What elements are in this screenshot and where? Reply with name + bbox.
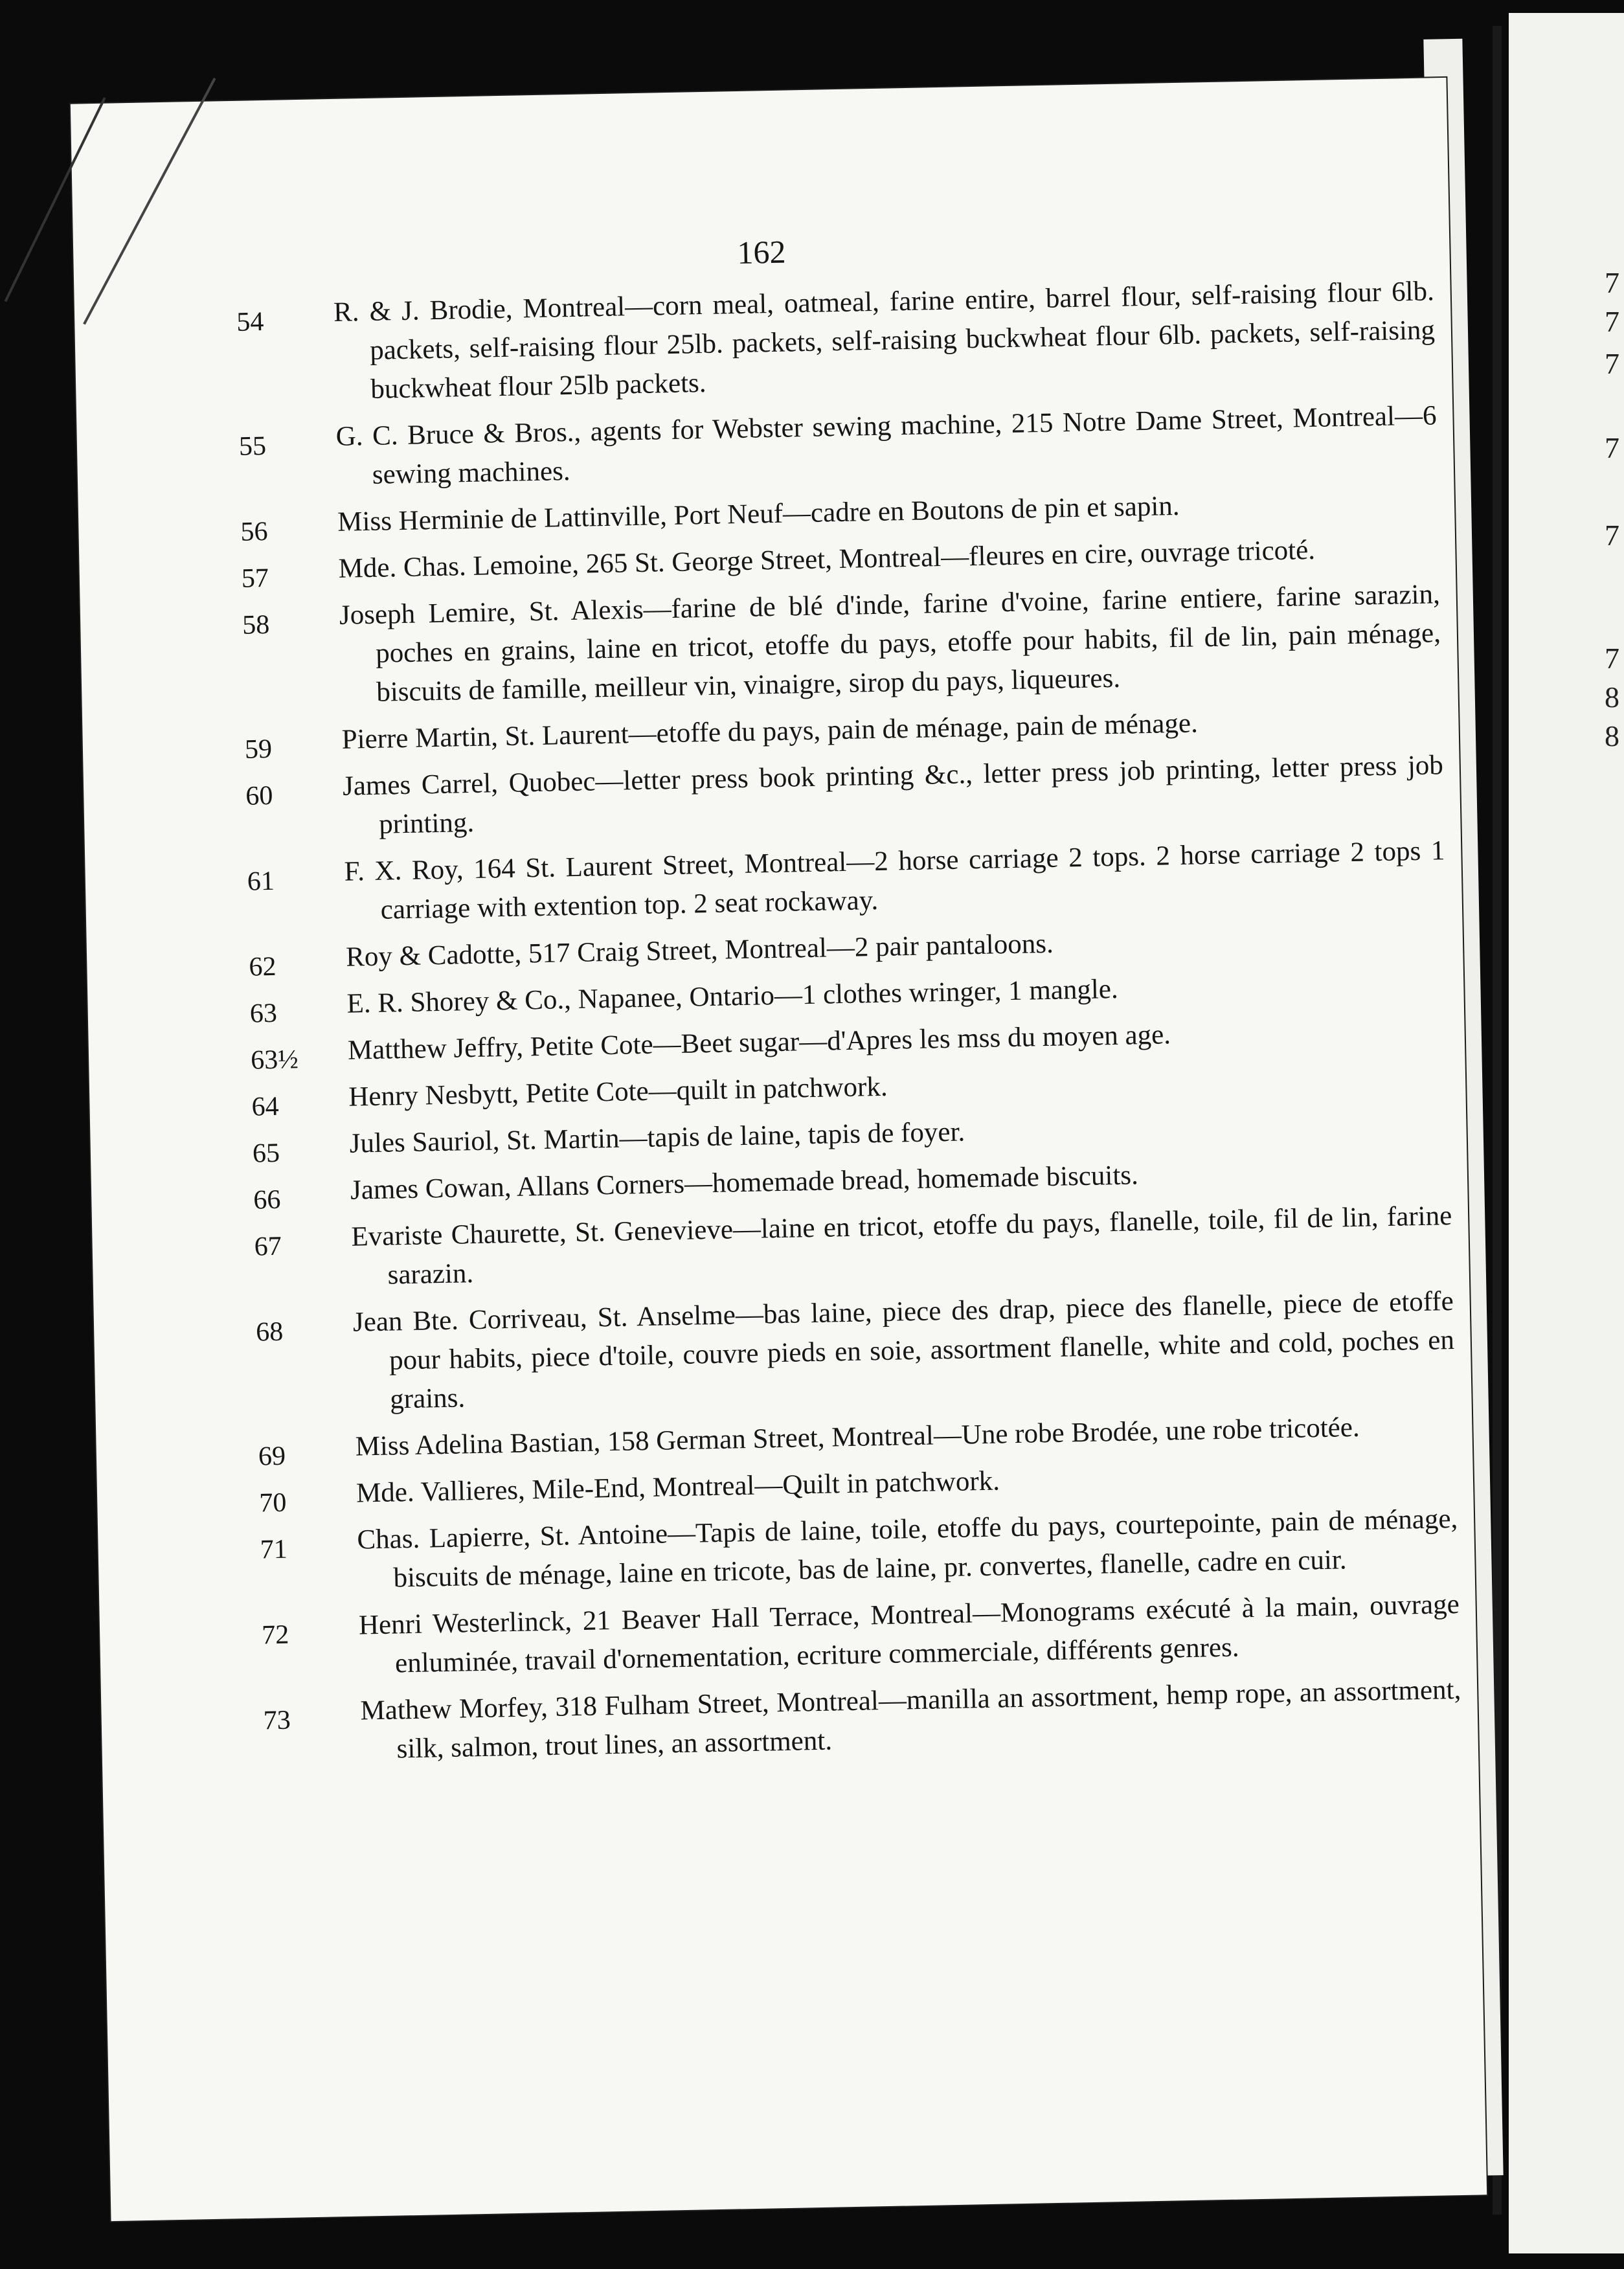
- entry-number: 71: [260, 1534, 288, 1565]
- entry-text: Mde. Vallieres, Mile-End, Montreal—Quilt in patchwork.: [355, 1465, 1000, 1509]
- entry-text: Evariste Chaurette, St. Genevieve—laine en tricot, etoffe du pays, flanelle, toile, fil de lin, farine sarazin.: [351, 1201, 1452, 1291]
- edge-number: 8: [1605, 719, 1619, 752]
- edge-number: 8: [1605, 681, 1619, 714]
- entry-number: 56: [240, 516, 268, 547]
- list-item: [236, 272, 1436, 411]
- entry-number: 69: [258, 1441, 286, 1472]
- entry-number: 70: [258, 1487, 287, 1518]
- entry-text: Miss Herminie de Lattinville, Port Neuf—cadre en Boutons de pin et sapin.: [337, 490, 1180, 537]
- entry-number: 68: [255, 1316, 284, 1348]
- entry-number: 58: [242, 609, 270, 640]
- list-item: [263, 1671, 1462, 1771]
- edge-number: 7: [1605, 519, 1619, 552]
- list-item: [247, 831, 1446, 932]
- entry-text: Jean Bte. Corriveau, St. Anselme—bas laine, piece des drap, piece des flanelle, piece de etoffe pour habits, piece d'toile, couvre pieds en soie, assortment flanelle, white and cold, poches en grains.: [352, 1286, 1455, 1415]
- list-item: [242, 575, 1442, 714]
- document-page: [71, 78, 1487, 2221]
- entry-text: Pierre Martin, St. Laurent—etoffe du pays, pain de ménage, pain de ménage.: [341, 708, 1199, 755]
- page-number: 162: [736, 233, 786, 271]
- entry-text: Miss Adelina Bastian, 158 German Street, Montreal—Une robe Brodée, une robe tricotée.: [355, 1412, 1360, 1462]
- entry-number: 63½: [250, 1044, 299, 1076]
- list-item: [254, 1197, 1453, 1297]
- entry-text: Mathew Morfey, 318 Fulham Street, Montreal—manilla an assortment, hemp rope, an assortment, silk, salmon, trout lines, an assortment.: [360, 1674, 1461, 1765]
- entry-text: Joseph Lemire, St. Alexis—farine de blé d'inde, farine d'voine, farine entiere, farine sarazin, poches en grains, laine en tricot, etoffe du pays, etoffe pour habits, fil de lin, pain ménage, biscuits de famille, meilleur vin, vinaigre, sirop du pays, liqueures.: [339, 579, 1441, 708]
- entry-number: 63: [249, 998, 278, 1029]
- entry-number: 64: [251, 1091, 280, 1122]
- entry-number: 57: [241, 563, 269, 594]
- entry-text: James Cowan, Allans Corners—homemade bread, homemade biscuits.: [350, 1160, 1139, 1206]
- entry-number: 67: [254, 1231, 282, 1262]
- list-item: [238, 396, 1438, 497]
- list-item: [245, 746, 1445, 846]
- entry-text: James Carrel, Quobec—letter press book printing &c., letter press job printing, letter press job printing.: [342, 750, 1444, 840]
- entry-number: 73: [263, 1705, 291, 1736]
- edge-number: 7: [1605, 347, 1619, 380]
- entry-number: 60: [245, 780, 273, 811]
- edge-number: 7: [1605, 266, 1619, 299]
- edge-number: 7: [1605, 431, 1619, 464]
- entry-text: Henri Westerlinck, 21 Beaver Hall Terrace, Montreal—Monograms exécuté à la main, ouvrage enluminée, travail d'ornementation, ecriture commerciale, différents genres.: [358, 1588, 1460, 1679]
- entry-number: 66: [253, 1184, 281, 1215]
- list-item: [255, 1282, 1455, 1421]
- entry-text: Mde. Chas. Lemoine, 265 St. George Street, Montreal—fleures en cire, ouvrage tricoté.: [338, 534, 1316, 584]
- entry-number: 61: [247, 866, 275, 897]
- entry-text: F. X. Roy, 164 St. Laurent Street, Montreal—2 horse carriage 2 tops. 2 horse carriage 2 tops 1 carriage with extention top. 2 seat rockaway.: [344, 835, 1445, 925]
- entry-text: R. & J. Brodie, Montreal—corn meal, oatmeal, farine entire, barrel flour, self-raising flour 6lb. packets, self-raising flour 25lb. packets, self-raising buckwheat flour 6lb. packets, self-raising buckwheat flour 25lb packets.: [333, 276, 1436, 405]
- entry-text: Matthew Jeffry, Petite Cote—Beet sugar—d'Apres les mss du moyen age.: [347, 1019, 1171, 1066]
- edge-number: 7: [1605, 642, 1619, 675]
- entry-text: Chas. Lapierre, St. Antoine—Tapis de laine, toile, etoffe du pays, courtepointe, pain de ménage, biscuits de ménage, laine en tricote, bas de laine, pr. convertes, flanelle, cadre en cuir.: [357, 1503, 1458, 1594]
- list-item: [260, 1500, 1459, 1600]
- entry-number: 54: [236, 307, 264, 337]
- entry-text: G. C. Bruce & Bros., agents for Webster sewing machine, 215 Notre Dame Street, Montreal—6 sewing machines.: [335, 400, 1437, 490]
- entry-number: 62: [249, 951, 276, 982]
- entry-number: 59: [244, 734, 273, 765]
- entry-text: Jules Sauriol, St. Martin—tapis de laine, tapis de foyer.: [349, 1116, 965, 1159]
- entry-text: Henry Nesbytt, Petite Cote—quilt in patchwork.: [348, 1071, 888, 1112]
- entry-text: Roy & Cadotte, 517 Craig Street, Montreal—2 pair pantaloons.: [345, 928, 1054, 973]
- entry-text: E. R. Shorey & Co., Napanee, Ontario—1 clothes wringer, 1 mangle.: [346, 973, 1119, 1019]
- entry-number: 65: [252, 1138, 280, 1169]
- entry-number: 72: [261, 1620, 289, 1651]
- edge-number: 7: [1605, 305, 1619, 338]
- list-item: [261, 1585, 1460, 1686]
- entry-number: 55: [238, 431, 267, 462]
- exhibitor-list: [236, 272, 1463, 1779]
